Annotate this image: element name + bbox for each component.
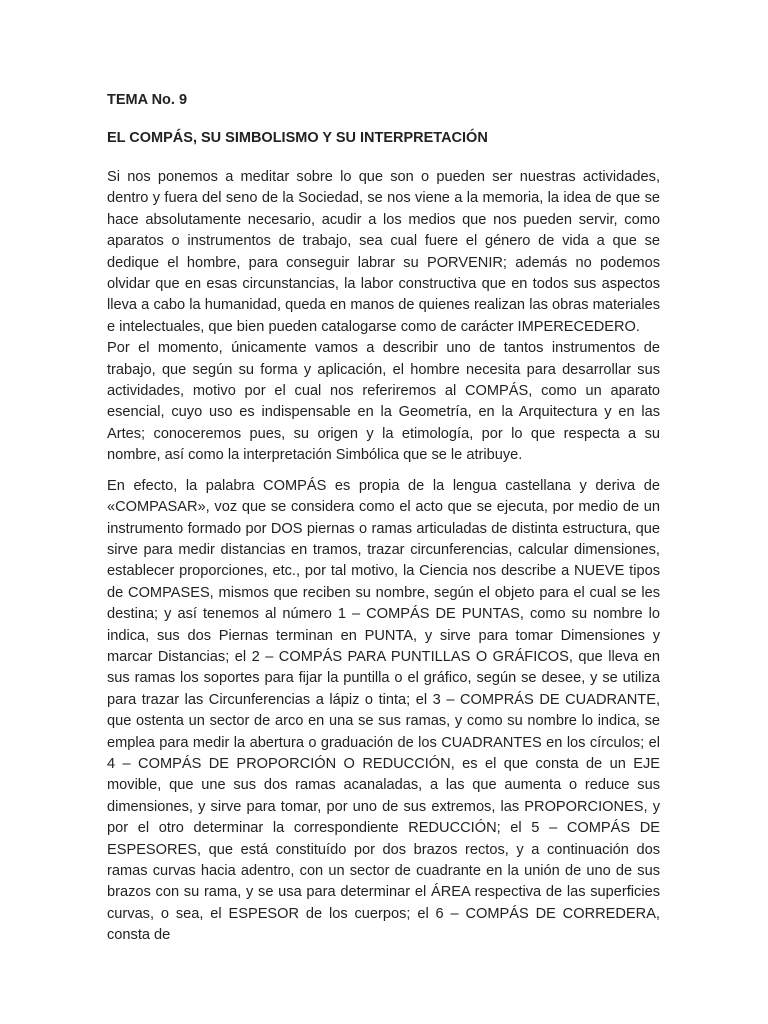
document-title: EL COMPÁS, SU SIMBOLISMO Y SU INTERPRETACIÓN [107,130,488,146]
document-body [107,90,660,947]
topic-heading: TEMA No. 9 [107,92,188,108]
paragraph: Si nos ponemos a meditar sobre lo que son o pueden ser nuestras actividades, dentro y fuera del seno de la Sociedad, se nos viene a la memoria, la idea de que se hace absolutamente necesario, acudir a los medios que nos pueden servir, como aparatos o instrumentos de trabajo, sea cual fuere el género de vida a que se dedique el hombre, para conseguir labrar su PORVENIR; además no podemos olvidar que en esas circunstancias, la labor constructiva que en todos sus aspectos lleva a cabo la humanidad, queda en manos de quienes realizan las obras materiales e intelectuales, que bien pueden catalogarse como de carácter IMPERECEDERO. [107,169,660,335]
paragraph: Por el momento, únicamente vamos a describir uno de tantos instrumentos de trabajo, que según su forma y aplicación, el hombre necesita para desarrollar sus actividades, motivo por el cual nos referiremos al COMPÁS, como un aparato esencial, cuyo uso es indispensable en la Geometría, en la Arquitectura y en las Artes; conoceremos pues, su origen y la etimología, por lo que respecta a su nombre, así como la interpretación Simbólica que se le atribuye. [107,340,660,464]
paragraph: En efecto, la palabra COMPÁS es propia de la lengua castellana y deriva de «COMPASAR», voz que se considera como el acto que se ejecuta, por medio de un instrumento formado por DOS piernas o ramas articuladas de distinta estructura, que sirve para medir distancias en tramos, trazar circunferencias, calcular dimensiones, establecer proporciones, etc., por tal motivo, la Ciencia nos describe a NUEVE tipos de COMPASES, mismos que reciben su nombre, según el objeto para el cual se les destina; y así tenemos al número 1 – COMPÁS DE PUNTAS, como su nombre lo indica, sus dos Piernas terminan en PUNTA, y sirve para tomar Dimensiones y marcar Distancias; el 2 – COMPÁS PARA PUNTILLAS O GRÁFICOS, que lleva en sus ramas los soportes para fijar la puntilla o el gráfico, según se desee, y se utiliza para trazar las Circunferencias a lápiz o tinta; el 3 – COMPRÁS DE CUADRANTE, que ostenta un sector de arco en una se sus ramas, y como su nombre lo indica, se emplea para medir la abertura o graduación de los CUADRANTES en los círculos; el 4 – COMPÁS DE PROPORCIÓN O REDUCCIÓN, es el que consta de un EJE movible, que une sus dos ramas acanaladas, a las que aumenta o reduce sus dimensiones, y sirve para tomar, por uno de sus extremos, las PROPORCIONES, y por el otro determinar la correspondiente REDUCCIÓN; el 5 – COMPÁS DE ESPESORES, que está constituído por dos brazos rectos, y a continuación dos ramas curvas hacia adentro, con un sector de cuadrante en la unión de uno de sus brazos con su rama, y se usa para determinar el ÁREA respectiva de las superficies curvas, o sea, el ESPESOR de los cuerpos; el 6 – COMPÁS DE CORREDERA, consta de [107,477,660,944]
